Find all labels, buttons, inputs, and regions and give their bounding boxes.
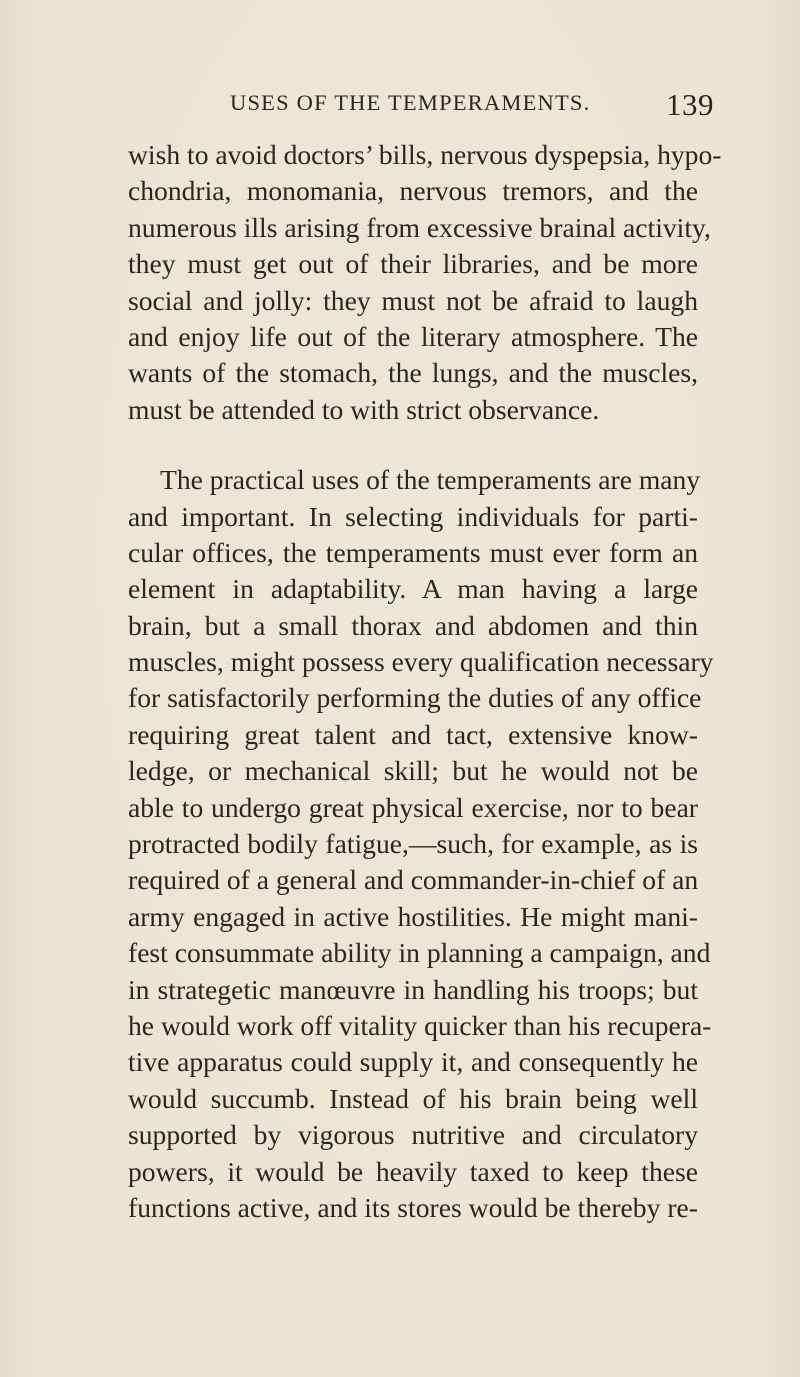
- text-line: wants of the stomach, the lungs, and the muscles,: [128, 357, 698, 389]
- text-line: The practical uses of the temperaments are many: [160, 464, 701, 496]
- text-line: powers, it would be heavily taxed to keep these: [128, 1155, 698, 1187]
- paragraph-1: [128, 137, 722, 428]
- text-line: in strategetic manœuvre in handling his troops; but: [128, 973, 698, 1005]
- text-line: they must get out of their libraries, and be more: [128, 248, 698, 280]
- text-line: social and jolly: they must not be afraid to laugh: [128, 284, 698, 316]
- page-number: 139: [666, 87, 714, 122]
- text-line: able to undergo great physical exercise, nor to bear: [128, 791, 698, 823]
- text-line: supported by vigorous nutritive and circulatory: [128, 1119, 698, 1151]
- text-line: army engaged in active hostilities. He might mani-: [128, 900, 698, 932]
- text-line: brain, but a small thorax and abdomen and thin: [128, 609, 698, 641]
- text-line: requiring great talent and tact, extensive know-: [128, 718, 698, 750]
- running-head: USES OF THE TEMPERAMENTS.: [230, 90, 591, 115]
- text-line: required of a general and commander-in-chief of an: [128, 864, 699, 896]
- text-line: and important. In selecting individuals for parti-: [128, 500, 698, 532]
- text-line: chondria, monomania, nervous tremors, and the: [128, 175, 698, 207]
- text-line: numerous ills arising from excessive brainal activity,: [128, 211, 711, 243]
- body-text: [128, 137, 722, 1226]
- text-line: muscles, might possess every qualification necessary: [128, 646, 714, 678]
- text-line: functions active, and its stores would be thereby re-: [128, 1191, 698, 1223]
- text-line: ledge, or mechanical skill; but he would not be: [128, 755, 698, 787]
- page-header: [218, 87, 714, 128]
- text-line: and enjoy life out of the literary atmosphere. The: [128, 320, 698, 352]
- text-line: cular offices, the temperaments must ever form an: [128, 536, 698, 568]
- text-line: would succumb. Instead of his brain being well: [128, 1082, 698, 1114]
- text-line: tive apparatus could supply it, and consequently he: [128, 1046, 698, 1078]
- paragraph-2: [128, 462, 714, 1226]
- paragraph-gap: [128, 428, 698, 462]
- text-line: he would work off vitality quicker than his recupera-: [128, 1009, 712, 1041]
- text-line: must be attended to with strict observance.: [128, 393, 600, 425]
- text-line: protracted bodily fatigue,—such, for example, as is: [128, 828, 698, 860]
- text-line: wish to avoid doctors’ bills, nervous dyspepsia, hypo-: [128, 139, 722, 170]
- text-line: fest consummate ability in planning a campaign, and: [128, 937, 711, 969]
- text-line: for satisfactorily performing the duties of any office: [128, 682, 702, 714]
- text-line: element in adaptability. A man having a large: [128, 573, 698, 605]
